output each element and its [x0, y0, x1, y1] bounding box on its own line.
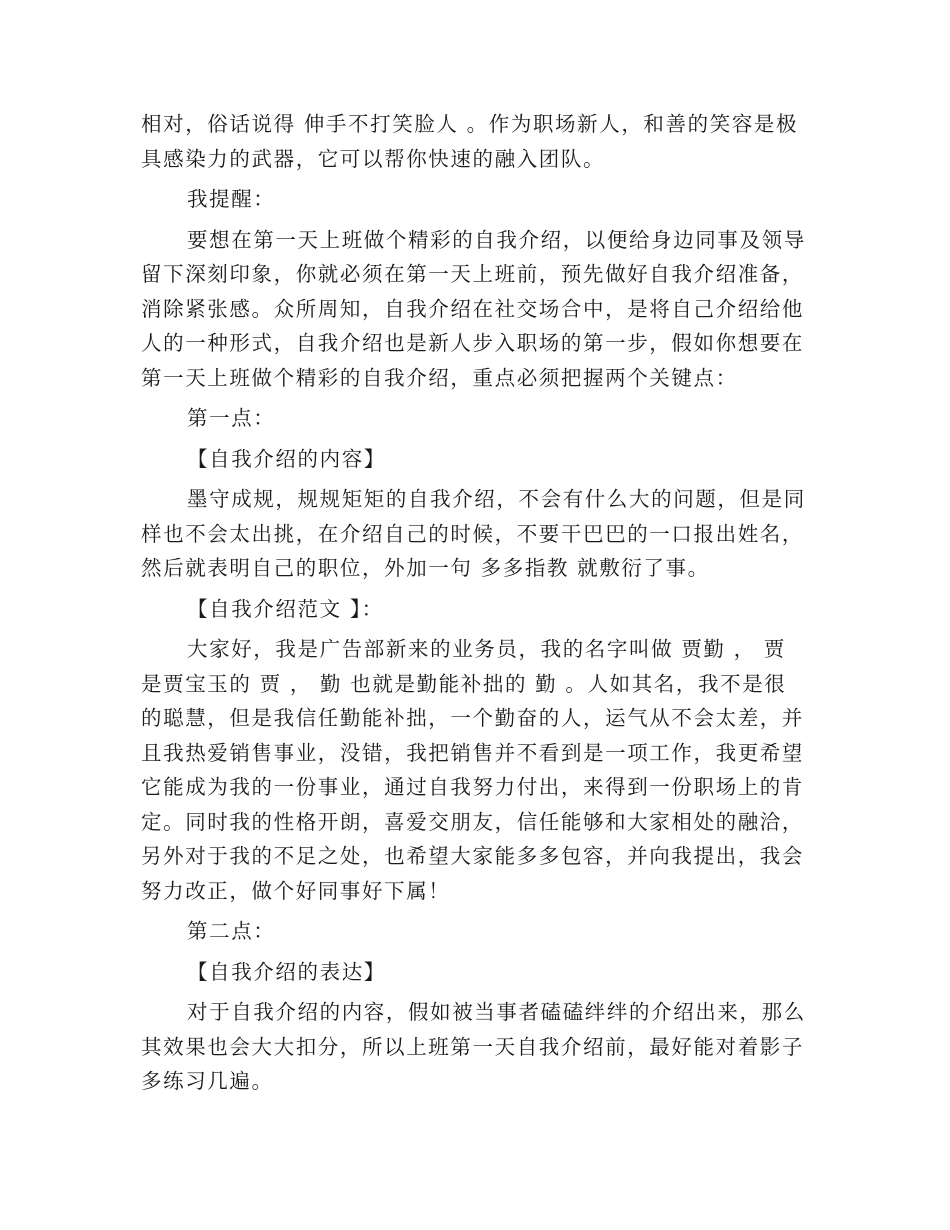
text-line: 定。同时我的性格开朗，喜爱交朋友，信任能够和大家相处的融洽， — [141, 809, 804, 834]
text-line: 另外对于我的不足之处，也希望大家能多多包容，并向我提出，我会 — [141, 844, 804, 868]
section-heading: 第一点： — [187, 406, 276, 430]
text-line: 相对，俗话说得 伸手不打笑脸人 。作为职场新人，和善的笑容是极 — [141, 112, 799, 136]
text-line: 留下深刻印象，你就必须在第一天上班前，预先做好自我介绍准备， — [141, 262, 804, 286]
text-line: 努力改正，做个好同事好下属！ — [141, 878, 451, 903]
text-line: 然后就表明自己的职位，外加一句 多多指教 就敷衍了事。 — [141, 556, 710, 580]
text-line: 对于自我介绍的内容，假如被当事者磕磕绊绊的介绍出来，那么 — [187, 1000, 806, 1024]
text-line: 其效果也会大大扣分，所以上班第一天自我介绍前，最好能对着影子 — [141, 1034, 804, 1059]
text-line: 人的一种形式，自我介绍也是新人步入职场的第一步，假如你想要在 — [141, 331, 804, 355]
text-line: 的聪慧，但是我信任勤能补拙，一个勤奋的人，运气从不会太差，并 — [141, 706, 804, 730]
section-title: 【自我介绍的内容】 — [187, 446, 386, 471]
text-line: 且我热爱销售事业，没错，我把销售并不看到是一项工作，我更希望 — [141, 740, 804, 765]
text-line: 样也不会太出挑，在介绍自己的时候，不要干巴巴的一口报出姓名， — [141, 521, 804, 546]
text-line: 消除紧张感。众所周知，自我介绍在社交场合中，是将自己介绍给他 — [141, 296, 804, 321]
section-heading: 第二点： — [187, 919, 276, 943]
text-line: 是贾宝玉的 贾 ， 勤 也就是勤能补拙的 勤 。人如其名，我不是很 — [141, 671, 787, 696]
text-line: 具感染力的武器，它可以帮你快速的融入团队。 — [141, 146, 606, 171]
text-line: 要想在第一天上班做个精彩的自我介绍，以便给身边同事及领导 — [187, 227, 806, 252]
text-line: 墨守成规，规规矩矩的自我介绍，不会有什么大的问题，但是同 — [187, 487, 806, 511]
text-line: 我提醒： — [187, 187, 276, 211]
text-line: 它能成为我的一份事业，通过自我努力付出，来得到一份职场上的肯 — [141, 775, 804, 799]
document-body — [141, 107, 806, 1099]
section-title: 【自我介绍的表达】 — [187, 959, 386, 984]
text-line: 大家好，我是广告部新来的业务员，我的名字叫做 贾勤 ， 贾 — [187, 637, 786, 661]
text-line: 第一天上班做个精彩的自我介绍，重点必须把握两个关键点： — [141, 365, 738, 390]
text-line: 多练习几遍。 — [141, 1069, 274, 1093]
section-title: 【自我介绍范文 】： — [187, 596, 384, 621]
